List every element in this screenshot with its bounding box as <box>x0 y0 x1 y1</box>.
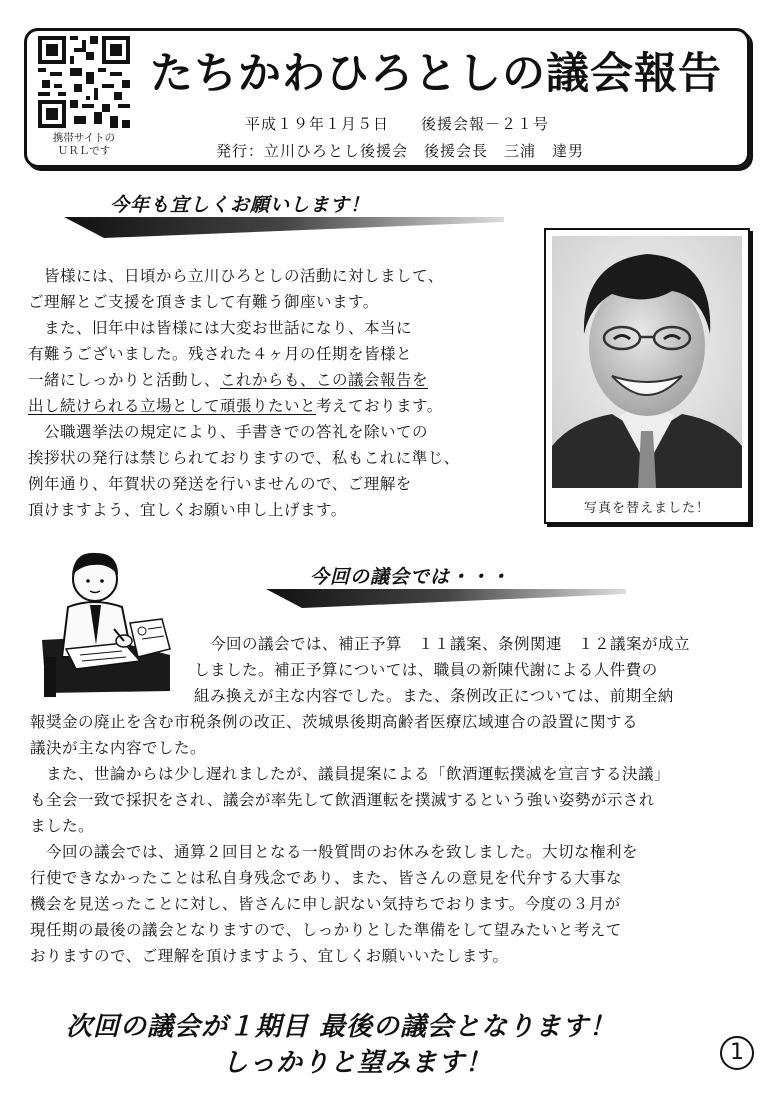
qr-caption <box>30 132 138 158</box>
council-text-indented <box>194 631 690 709</box>
greeting-text <box>28 263 460 523</box>
council-line: 行使できなかったことは私自身残念であり、また、皆さんの意見を代弁する大事な <box>30 869 623 887</box>
underlined-text: これからも、この議会報告を <box>220 371 429 389</box>
greeting-line: 出し続けられる立場として頑張りたいと考えております。 <box>28 397 443 415</box>
council-heading: 今回の議会では・・・ <box>310 566 511 588</box>
council-line: おりますので、ご理解を頂けますよう、宜しくお願いいたします。 <box>30 947 509 965</box>
greeting-line: 例年通り、年賀状の発送を行いませんので、ご理解を <box>28 475 412 493</box>
issue-date: 平成１９年１月５日 後援会報－２１号 <box>245 115 550 133</box>
greeting-line: また、旧年中は皆様には大変お世話になり、本当に <box>28 319 413 337</box>
qr-caption-line1: 携帯サイトの <box>52 132 116 144</box>
underlined-text: 出し続けられる立場として頑張りたいと <box>28 397 317 415</box>
greeting-heading: 今年も宜しくお願いします！ <box>110 194 371 216</box>
heading-wedge-divider <box>266 586 626 610</box>
greeting-line: 有難うございました。残された４ヶ月の任期を皆様と <box>28 345 413 363</box>
greeting-line: 一緒にしっかりと活動し、これからも、この議会報告を <box>28 371 429 389</box>
qr-code-icon <box>38 36 130 128</box>
council-line: しました。補正予算については、職員の新陳代謝による人件費の <box>194 661 658 679</box>
council-line: も全会一致で採択をされ、議会が率先して飲酒運転を撲滅するという強い姿勢が示され <box>30 791 655 809</box>
newsletter-title: たちかわひろとしの議会報告 <box>150 49 722 99</box>
photo-caption: 写真を替えました！ <box>583 501 710 516</box>
council-line: 現任期の最後の議会となりますので、しっかりとした準備をして望みたいと考えて <box>30 921 622 939</box>
council-line: ました。 <box>30 817 95 835</box>
greeting-line: 挨拶状の発行は禁じられておりますので、私もこれに準じ、 <box>28 449 460 467</box>
closing-line-1: 次回の議会が１期目 最後の議会となります！ <box>66 1012 617 1042</box>
publisher-line: 発行：立川ひろとし後援会 後援会長 三浦 達男 <box>216 142 585 160</box>
heading-wedge-divider <box>64 214 504 240</box>
council-line: 今回の議会では、補正予算 １１議案、条例関連 １２議案が成立 <box>194 635 691 653</box>
greeting-line: 公職選挙法の規定により、手書きでの答礼を除いての <box>28 423 429 441</box>
council-text <box>30 709 670 969</box>
greeting-line: 皆様には、日頃から立川ひろとしの活動に対しまして、 <box>28 267 444 285</box>
greeting-line: ご理解とご支援を頂きまして有難う御座います。 <box>28 293 379 311</box>
closing-line-2: しっかりと望みます！ <box>222 1048 493 1078</box>
council-line: 機会を見送ったことに対し、皆さんに申し訳ない気持ちでおります。今度の３月が <box>30 895 621 913</box>
desk-worker-illustration <box>38 545 178 697</box>
council-line: 組み換えが主な内容でした。また、条例改正については、前期全納 <box>194 687 674 705</box>
council-line: 報奨金の廃止を含む市税条例の改正、茨城県後期高齢者医療広域連合の設置に関する <box>30 713 639 731</box>
council-line: また、世論からは少し遅れましたが、議員提案による「飲酒運転撲滅を宣言する決議」 <box>30 765 671 783</box>
greeting-line: 頂けますよう、宜しくお願い申し上げます。 <box>28 501 347 519</box>
page-number: 1 <box>720 1036 754 1070</box>
portrait-photo <box>552 236 742 488</box>
council-line: 議決が主な内容でした。 <box>30 739 207 757</box>
qr-caption-line2: ＵＲＬです <box>57 145 111 157</box>
council-line: 今回の議会では、通算２回目となる一般質問のお休みを致しました。大切な権利を <box>30 843 639 861</box>
